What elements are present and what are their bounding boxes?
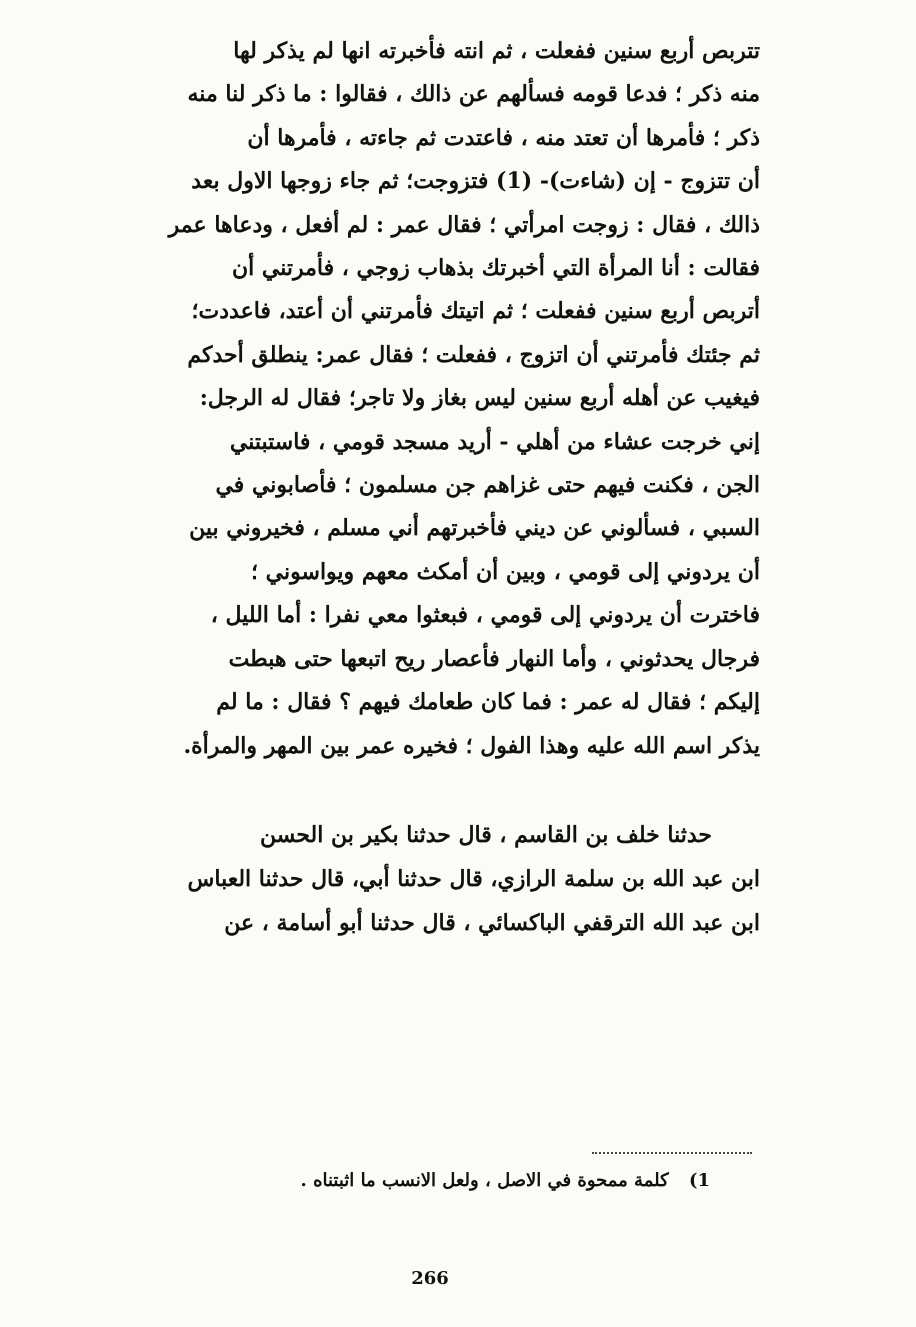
page-number: 266 — [411, 1268, 449, 1289]
text-line: ثم جئتك فأمرتني أن اتزوج ، ففعلت ؛ فقال عمر: ينطلق أحدكم — [187, 341, 760, 368]
text-line: فرجال يحدثوني ، وأما النهار فأعصار ريح اتبعها حتى هبطت — [228, 645, 760, 672]
text-line: السبي ، فسألوني عن ديني فأخبرتهم أني مسلم ، فخيروني بين — [189, 515, 760, 542]
text-line: إليكم ؛ فقال له عمر : فما كان طعامك فيهم ؟ فقال : ما لم — [216, 689, 760, 716]
text-line: أن يردوني إلى قومي ، وبين أن أمكث معهم ويواسوني ؛ — [251, 558, 760, 585]
footnote — [240, 1170, 710, 1191]
text-line: ذكر ؛ فأمرها أن تعتد منه ، فاعتدت ثم جاءته ، فأمرها أن — [247, 124, 760, 151]
text-line: حدثنا خلف بن القاسم ، قال حدثنا بكير بن الحسن — [259, 822, 712, 848]
footnote-text: كلمة ممحوة في الاصل ، ولعل الانسب ما اثبتناه . — [300, 1170, 669, 1191]
text-line: فاخترت أن يردوني إلى قومي ، فبعثوا معي نفرا : أما الليل ، — [210, 602, 760, 629]
text-line: فيغيب عن أهله أربع سنين ليس بغاز ولا تاجر؛ فقال له الرجل: — [199, 385, 760, 412]
text-line: الجن ، فكنت فيهم حتى غزاهم جن مسلمون ؛ فأصابوني في — [215, 472, 760, 499]
text-line: ذالك ، فقال : زوجت امرأتي ؛ فقال عمر : لم أفعل ، ودعاها عمر — [168, 211, 760, 238]
text-line: تتربص أربع سنين ففعلت ، ثم انته فأخبرته انها لم يذكر لها — [233, 38, 760, 64]
text-line: ابن عبد الله بن سلمة الرازي، قال حدثنا أبي، قال حدثنا العباس — [187, 866, 760, 892]
text-line: إني خرجت عشاء من أهلي - أريد مسجد قومي ، فاستبتني — [229, 428, 760, 455]
footnote-divider — [592, 1152, 752, 1154]
footnote-number: 1) — [688, 1170, 710, 1191]
text-line: أتربص أربع سنين ففعلت ؛ ثم اتيتك فأمرتني أن أعتد، فاعددت؛ — [191, 298, 760, 325]
text-line: منه ذكر ؛ فدعا قومه فسألهم عن ذالك ، فقالوا : ما ذكر لنا منه — [187, 81, 760, 108]
text-line: فقالت : أنا المرأة التي أخبرتك بذهاب زوجي ، فأمرتني أن — [231, 255, 760, 282]
second-paragraph — [100, 813, 760, 945]
text-line: أن تتزوج - إن (شاءت)- (1) فتزوجت؛ ثم جاء زوجها الاول بعد — [191, 168, 760, 195]
main-paragraph — [100, 30, 760, 768]
text-line: ابن عبد الله الترقفي الباكسائي ، قال حدثنا أبو أسامة ، عن — [224, 910, 760, 936]
text-line: يذكر اسم الله عليه وهذا الفول ؛ فخيره عمر بين المهر والمرأة. — [183, 732, 760, 759]
